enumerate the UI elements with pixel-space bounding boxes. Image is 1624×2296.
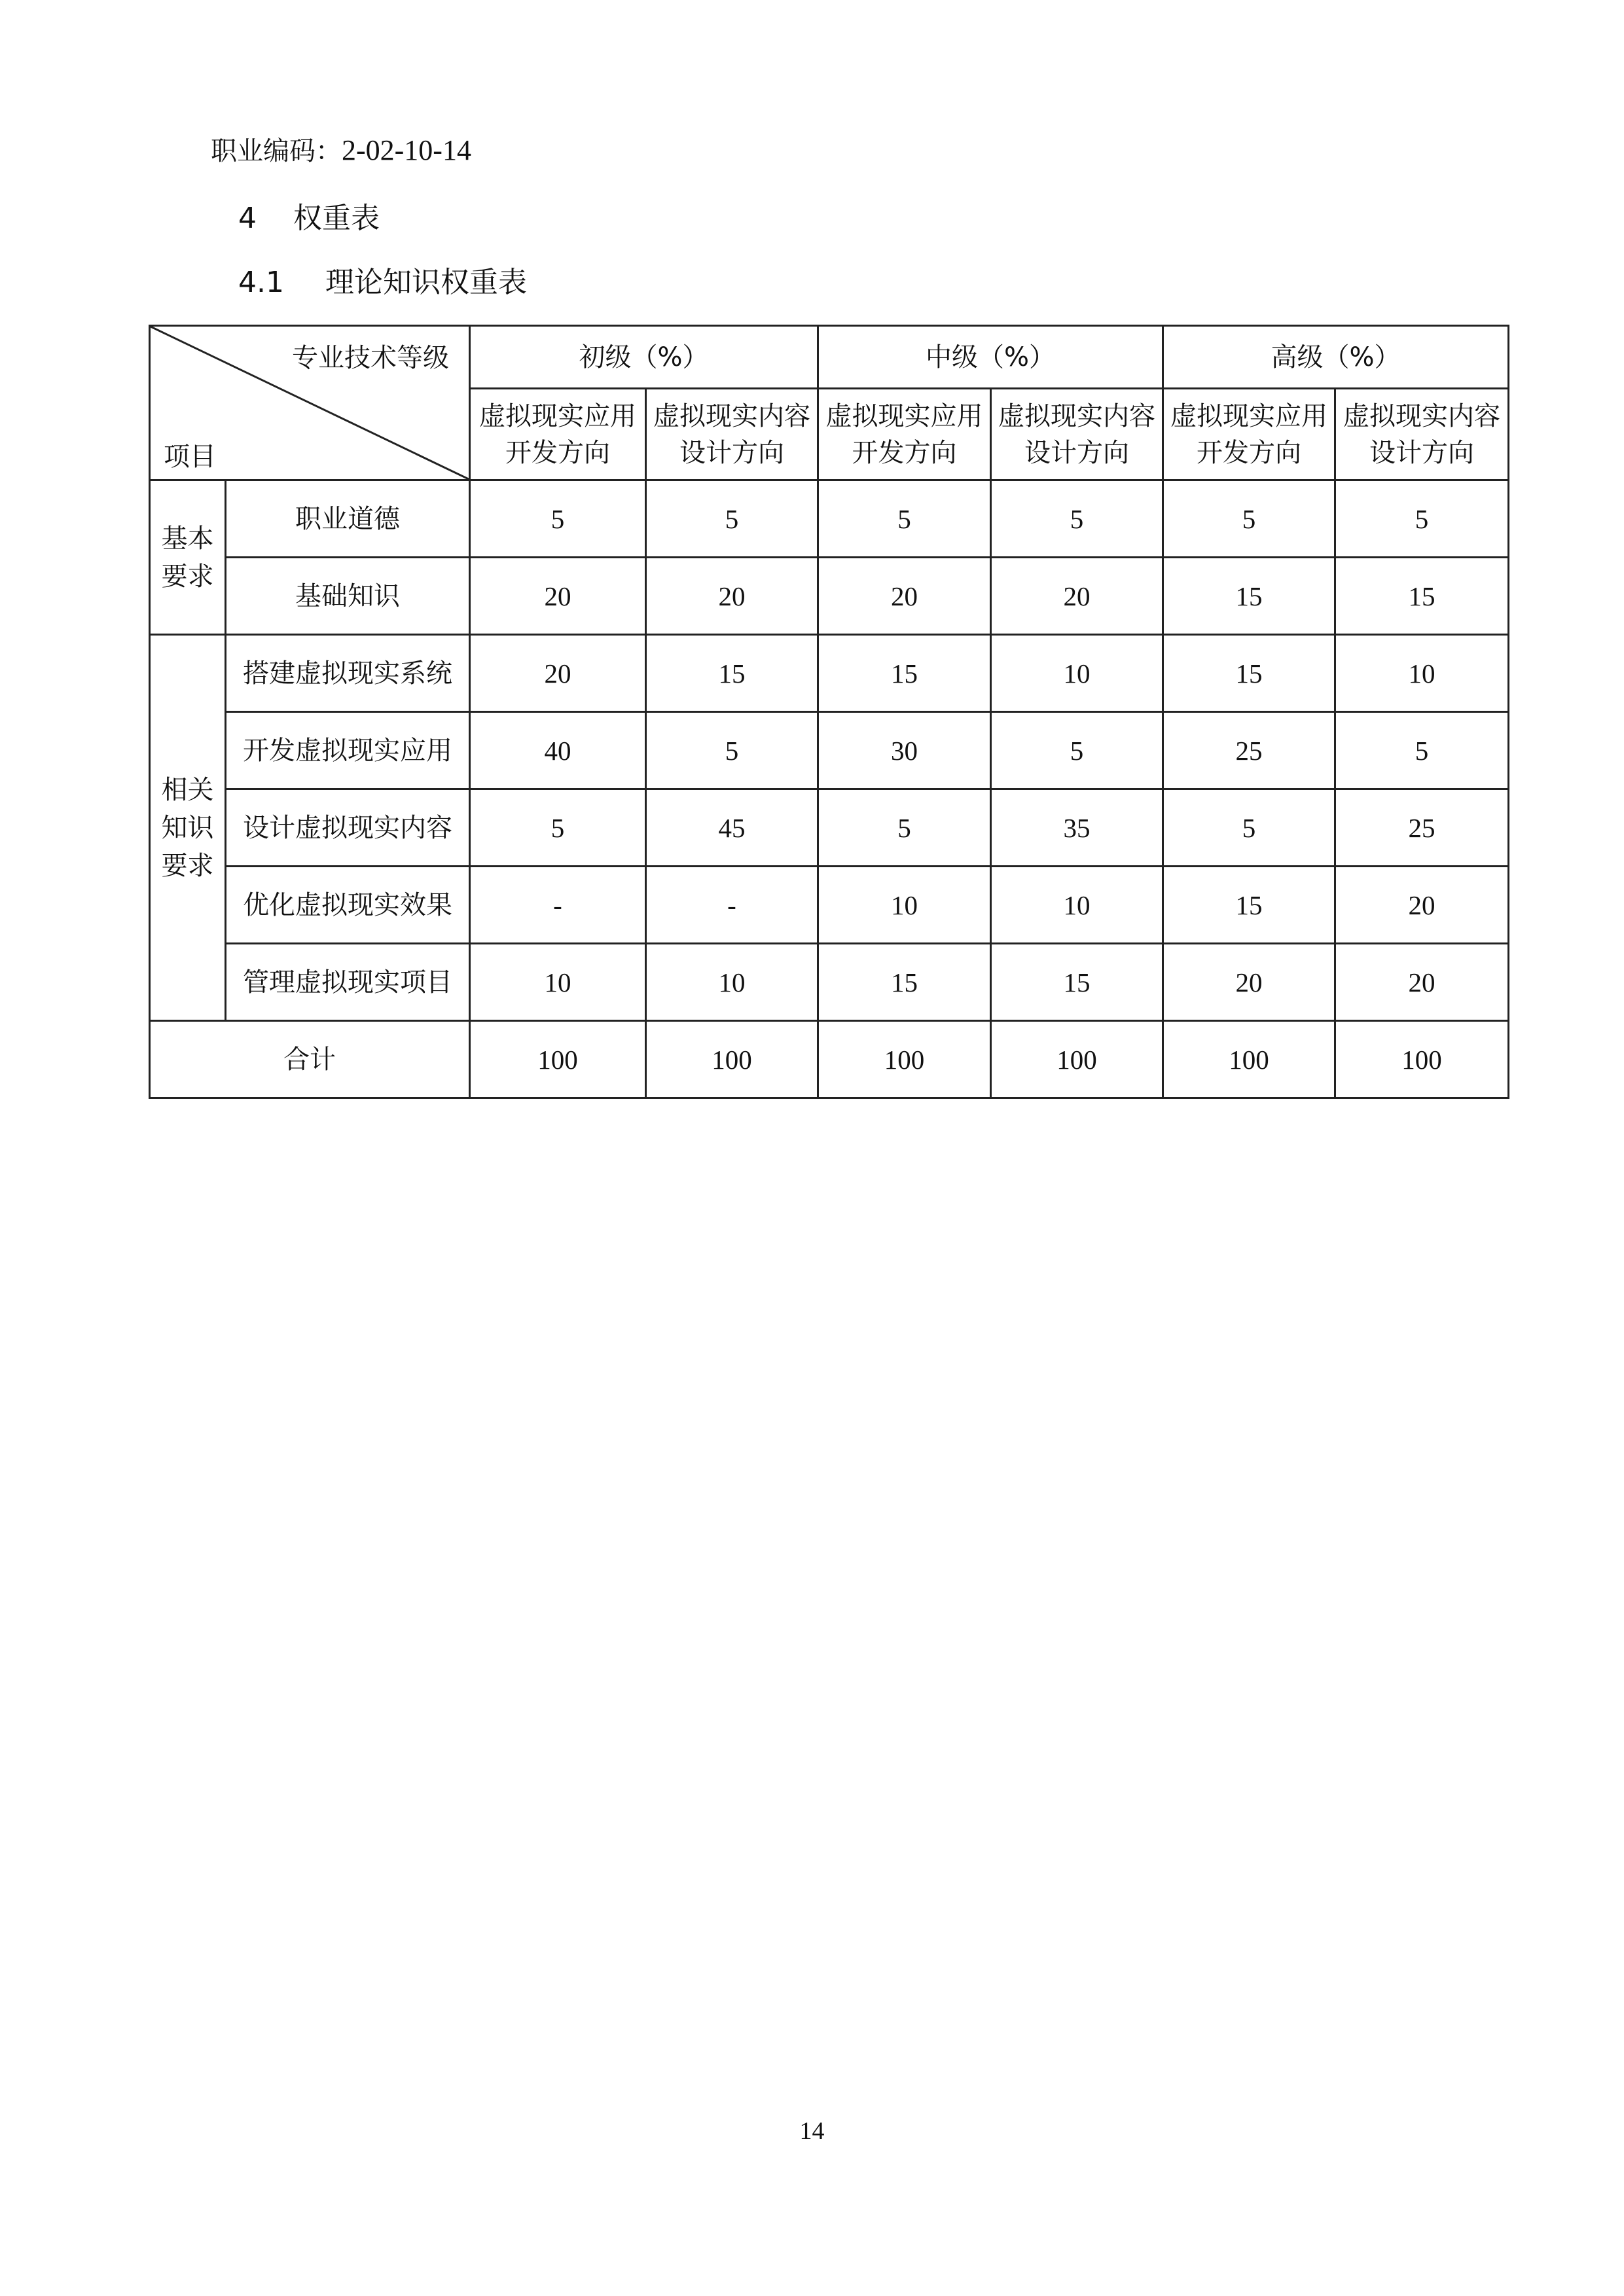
- weight-cell: 10: [646, 944, 818, 1021]
- weight-cell: 5: [818, 480, 991, 558]
- weight-cell: 25: [1335, 789, 1509, 867]
- category-line3: 要求: [161, 850, 214, 881]
- direction-header: [1163, 389, 1335, 480]
- level-header-junior: 初级（%）: [470, 326, 818, 389]
- direction-line2: 开发方向: [1197, 437, 1302, 468]
- table-row: [150, 712, 1509, 789]
- section-title: 权重表: [293, 202, 380, 235]
- item-label: 职业道德: [226, 480, 470, 558]
- weight-cell: 20: [1163, 944, 1335, 1021]
- weight-cell: 5: [1163, 789, 1335, 867]
- weight-cell: 5: [470, 480, 646, 558]
- weight-cell: 15: [1163, 558, 1335, 635]
- total-cell: 100: [818, 1021, 991, 1098]
- weight-cell: 15: [1163, 635, 1335, 712]
- weight-cell: 25: [1163, 712, 1335, 789]
- table-row-total: [150, 1021, 1509, 1098]
- total-label: 合计: [150, 1021, 470, 1098]
- total-cell: 100: [470, 1021, 646, 1098]
- item-label: 优化虚拟现实效果: [226, 867, 470, 944]
- direction-line2: 设计方向: [679, 437, 784, 468]
- total-cell: 100: [646, 1021, 818, 1098]
- table-row: [150, 944, 1509, 1021]
- weight-cell: 10: [991, 635, 1163, 712]
- weight-cell: 15: [818, 944, 991, 1021]
- weight-cell: 20: [470, 635, 646, 712]
- level-header-senior: 高级（%）: [1163, 326, 1509, 389]
- weight-cell: 10: [991, 867, 1163, 944]
- weight-cell: 15: [646, 635, 818, 712]
- category-related-knowledge: [150, 635, 226, 1021]
- subsection-number: 4.1: [238, 266, 284, 299]
- weight-cell: 5: [470, 789, 646, 867]
- direction-line2: 设计方向: [1369, 437, 1475, 468]
- weight-cell: 15: [991, 944, 1163, 1021]
- weight-cell: 20: [646, 558, 818, 635]
- weight-cell: 5: [991, 480, 1163, 558]
- subsection-title: 理论知识权重表: [325, 266, 527, 299]
- section-number: 4: [238, 202, 257, 235]
- table-row: [150, 867, 1509, 944]
- weight-cell: 10: [470, 944, 646, 1021]
- weight-cell: 10: [1335, 635, 1509, 712]
- weight-cell: 10: [818, 867, 991, 944]
- direction-line1: 虚拟现实内容: [653, 401, 810, 431]
- direction-line1: 虚拟现实应用: [825, 401, 983, 431]
- item-label: 开发虚拟现实应用: [226, 712, 470, 789]
- weight-cell: 40: [470, 712, 646, 789]
- category-line1: 基本: [161, 523, 214, 554]
- direction-line1: 虚拟现实应用: [479, 401, 636, 431]
- direction-header: [818, 389, 991, 480]
- weight-cell: 5: [1163, 480, 1335, 558]
- weight-cell: 5: [1335, 480, 1509, 558]
- weight-cell: -: [646, 867, 818, 944]
- direction-header: [1335, 389, 1509, 480]
- item-label: 管理虚拟现实项目: [226, 944, 470, 1021]
- direction-line1: 虚拟现实内容: [998, 401, 1156, 431]
- weight-cell: 5: [818, 789, 991, 867]
- weight-cell: 35: [991, 789, 1163, 867]
- page-number: 14: [799, 2117, 825, 2145]
- direction-line2: 设计方向: [1024, 437, 1130, 468]
- direction-header: [646, 389, 818, 480]
- item-label: 搭建虚拟现实系统: [226, 635, 470, 712]
- weight-cell: 20: [470, 558, 646, 635]
- total-cell: 100: [991, 1021, 1163, 1098]
- weight-cell: 5: [646, 480, 818, 558]
- weight-cell: -: [470, 867, 646, 944]
- direction-header: [470, 389, 646, 480]
- direction-line1: 虚拟现实应用: [1170, 401, 1328, 431]
- category-basic-requirements: [150, 480, 226, 635]
- weight-cell: 5: [1335, 712, 1509, 789]
- item-label: 设计虚拟现实内容: [226, 789, 470, 867]
- weight-cell: 5: [991, 712, 1163, 789]
- table-row: [150, 635, 1509, 712]
- weight-cell: 15: [1163, 867, 1335, 944]
- category-line1: 相关: [161, 774, 214, 805]
- weight-cell: 15: [818, 635, 991, 712]
- total-cell: 100: [1163, 1021, 1335, 1098]
- category-line2: 知识: [161, 812, 214, 843]
- weight-cell: 5: [646, 712, 818, 789]
- corner-header-grade: 专业技术等级: [292, 343, 449, 373]
- table-row: [150, 480, 1509, 558]
- direction-header: [991, 389, 1163, 480]
- occupation-code-line: [211, 128, 471, 173]
- weight-cell: 45: [646, 789, 818, 867]
- direction-line2: 开发方向: [505, 437, 610, 468]
- theory-knowledge-weight-table: [149, 325, 1509, 1099]
- section-heading: [238, 196, 380, 242]
- occupation-code-label: 职业编码：: [211, 136, 342, 166]
- subsection-heading: [238, 260, 527, 306]
- corner-header-item: 项目: [164, 442, 216, 472]
- table-row: [150, 789, 1509, 867]
- occupation-code-value: 2-02-10-14: [342, 134, 471, 166]
- weight-cell: 20: [991, 558, 1163, 635]
- category-line2: 要求: [161, 561, 214, 592]
- weight-cell: 20: [818, 558, 991, 635]
- weight-cell: 30: [818, 712, 991, 789]
- direction-line1: 虚拟现实内容: [1343, 401, 1501, 431]
- level-header-intermediate: 中级（%）: [818, 326, 1163, 389]
- weight-cell: 20: [1335, 867, 1509, 944]
- item-label: 基础知识: [226, 558, 470, 635]
- table-row: [150, 558, 1509, 635]
- direction-line2: 开发方向: [852, 437, 957, 468]
- weight-cell: 15: [1335, 558, 1509, 635]
- total-cell: 100: [1335, 1021, 1509, 1098]
- corner-diagonal-cell: [150, 326, 470, 480]
- table-header-row-levels: [150, 326, 1509, 389]
- weight-cell: 20: [1335, 944, 1509, 1021]
